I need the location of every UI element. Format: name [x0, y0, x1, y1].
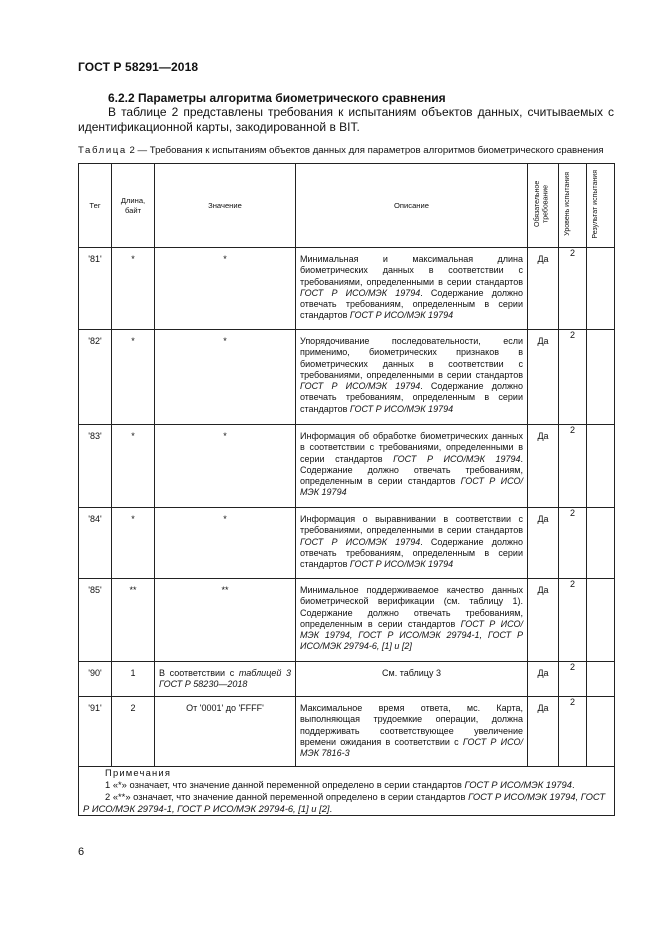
- col-header-result: [587, 164, 615, 248]
- col-header-mandatory-text: Обязательное требование: [534, 180, 550, 228]
- table-row-83: [79, 425, 615, 508]
- cell-value: *: [155, 425, 296, 508]
- cell-mandatory: Да: [528, 579, 559, 662]
- cell-value: *: [155, 330, 296, 425]
- cell-description: [296, 508, 528, 579]
- cell-description: [296, 425, 528, 508]
- col-header-value: Значение: [155, 164, 296, 248]
- desc-text: Минимальная и максимальная длина биометрических данных в соответствии с требованиями, определенными в серии стандартов: [300, 254, 523, 287]
- table-row-84: [79, 508, 615, 579]
- table-header-row: [79, 164, 615, 248]
- cell-mandatory: Да: [528, 330, 559, 425]
- cell-description: [296, 248, 528, 330]
- desc-text: Упорядочивание последовательности, если применимо, биометрических признаков в биометрических данных в соответствии с требованиями, определенными в серии стандартов: [300, 336, 523, 380]
- table-notes-row: [79, 767, 615, 816]
- note-1: [83, 779, 610, 791]
- desc-standard-ref: ГОСТ Р ИСО/МЭК 19794: [393, 453, 521, 464]
- cell-value: **: [155, 579, 296, 662]
- cell-tag: '91': [79, 697, 112, 767]
- table-notes: [79, 767, 615, 816]
- desc-text: . Содержание должно отвечать требованиям, определенным в серии стандартов: [300, 287, 524, 321]
- note-text: 2 «**» означает, что значение данной переменной определено в серии стандартов: [105, 791, 469, 802]
- cell-length: 1: [112, 662, 155, 697]
- cell-length: *: [112, 508, 155, 579]
- table-caption-label: Таблица: [78, 145, 127, 156]
- table-row-85: [79, 579, 615, 662]
- cell-level: 2: [559, 425, 587, 508]
- cell-tag: '81': [79, 248, 112, 330]
- cell-result: [587, 425, 615, 508]
- note-text: 1 «*» означает, что значение данной переменной определено в серии стандартов: [105, 779, 465, 790]
- cell-value: *: [155, 508, 296, 579]
- cell-result: [587, 697, 615, 767]
- desc-standard-ref: ГОСТ Р ИСО/МЭК 19794: [349, 403, 454, 414]
- desc-text: Информация об обработке биометрических данных в соответствии с требованиями, определенными в серии стандартов: [300, 431, 523, 464]
- value-standard-ref: таблицей 3 ГОСТ Р 58230—2018: [159, 668, 291, 690]
- col-header-mandatory: [528, 164, 559, 248]
- cell-level: 2: [559, 508, 587, 579]
- col-header-description: Описание: [296, 164, 528, 248]
- table-caption: [78, 145, 618, 156]
- cell-tag: '84': [79, 508, 112, 579]
- page-number: 6: [78, 846, 85, 858]
- notes-title: Примечания: [105, 767, 172, 778]
- cell-description: [296, 579, 528, 662]
- table-caption-text: 2 — Требования к испытаниям объектов данных для параметров алгоритмов биометрического сравнения: [126, 145, 604, 156]
- table-row-90: [79, 662, 615, 697]
- cell-description: [296, 697, 528, 767]
- desc-standard-ref: ГОСТ Р ИСО/МЭК 19794: [300, 381, 421, 392]
- cell-mandatory: Да: [528, 425, 559, 508]
- cell-level: 2: [559, 697, 587, 767]
- desc-standard-ref: ГОСТ Р ИСО/МЭК 19794: [349, 559, 454, 570]
- col-header-length: Длина, байт: [112, 164, 155, 248]
- note-standard-ref: ГОСТ Р ИСО/МЭК 19794, ГОСТ Р ИСО/МЭК 29794-1, ГОСТ Р ИСО/МЭК 29794-6, [1] и [2]: [83, 791, 606, 814]
- cell-tag: '82': [79, 330, 112, 425]
- table-row-81: [79, 248, 615, 330]
- cell-length: *: [112, 248, 155, 330]
- cell-result: [587, 579, 615, 662]
- cell-value: От '0001' до 'FFFF': [155, 697, 296, 767]
- cell-tag: '85': [79, 579, 112, 662]
- cell-value: [155, 662, 296, 697]
- cell-mandatory: Да: [528, 662, 559, 697]
- cell-length: *: [112, 330, 155, 425]
- desc-text: Минимальное поддерживаемое качество данных биометрической верификации (см. таблицу 1). Содержание должно отвечать требованиям, определенным в серии стандартов: [300, 585, 523, 629]
- document-header: ГОСТ Р 58291—2018: [78, 60, 199, 74]
- desc-text: Максимальное время ответа, мс. Карта, выполняющая трудоемкие операции, должна поддерживать соответствующее увеличение времени ожидания в соответствии с: [300, 703, 523, 747]
- section-title: 6.2.2 Параметры алгоритма биометрического сравнения: [108, 91, 446, 105]
- cell-level: 2: [559, 248, 587, 330]
- cell-mandatory: Да: [528, 697, 559, 767]
- desc-standard-ref: ГОСТ Р ИСО/МЭК 19794: [349, 310, 454, 321]
- value-text: В соответствии с: [159, 668, 239, 678]
- cell-mandatory: Да: [528, 508, 559, 579]
- cell-result: [587, 330, 615, 425]
- col-header-level: [559, 164, 587, 248]
- cell-level: 2: [559, 662, 587, 697]
- cell-length: 2: [112, 697, 155, 767]
- note-text: .: [571, 779, 575, 790]
- desc-text: . Содержание должно отвечать требованиям, определенным в серии стандартов: [300, 536, 524, 570]
- desc-standard-ref: ГОСТ Р ИСО/МЭК 19794, ГОСТ Р ИСО/МЭК 29794-1, ГОСТ Р ИСО/МЭК 29794-6, [1] и [2]: [300, 618, 523, 652]
- desc-standard-ref: ГОСТ Р ИСО/МЭК 19794: [300, 536, 421, 547]
- cell-value: *: [155, 248, 296, 330]
- note-text: .: [329, 803, 333, 814]
- col-header-level-text: Уровень испытания: [563, 172, 571, 236]
- table-row-82: [79, 330, 615, 425]
- col-header-tag: Тег: [79, 164, 112, 248]
- note-standard-ref: ГОСТ Р ИСО/МЭК 19794: [464, 779, 572, 790]
- intro-paragraph: В таблице 2 представлены требования к испытаниям объектов данных, считываемых с идентификационной карты, закодированной в BIT.: [78, 105, 614, 134]
- cell-length: *: [112, 425, 155, 508]
- cell-result: [587, 662, 615, 697]
- cell-result: [587, 508, 615, 579]
- cell-description: См. таблицу 3: [296, 662, 528, 697]
- note-2: [83, 791, 610, 815]
- desc-standard-ref: ГОСТ Р ИСО/МЭК 19794: [300, 476, 523, 498]
- cell-tag: '83': [79, 425, 112, 508]
- desc-standard-ref: ГОСТ Р ИСО/МЭК 19794: [300, 287, 421, 298]
- cell-length: **: [112, 579, 155, 662]
- desc-text: . Содержание должно отвечать требованиям, определенным в серии стандартов: [300, 453, 524, 487]
- cell-mandatory: Да: [528, 248, 559, 330]
- cell-tag: '90': [79, 662, 112, 697]
- desc-text: . Содержание должно отвечать требованиям, определенным в серии стандартов: [300, 381, 524, 414]
- cell-result: [587, 248, 615, 330]
- table-row-91: [79, 697, 615, 767]
- cell-level: 2: [559, 579, 587, 662]
- desc-standard-ref: ГОСТ Р ИСО/МЭК 7816-3: [300, 736, 524, 759]
- cell-description: [296, 330, 528, 425]
- col-header-result-text: Результат испытания: [591, 169, 599, 239]
- cell-level: 2: [559, 330, 587, 425]
- requirements-table: [78, 163, 615, 816]
- desc-text: Информация о выравнивании в соответствии с требованиями, определенными в серии стандартов: [300, 514, 523, 536]
